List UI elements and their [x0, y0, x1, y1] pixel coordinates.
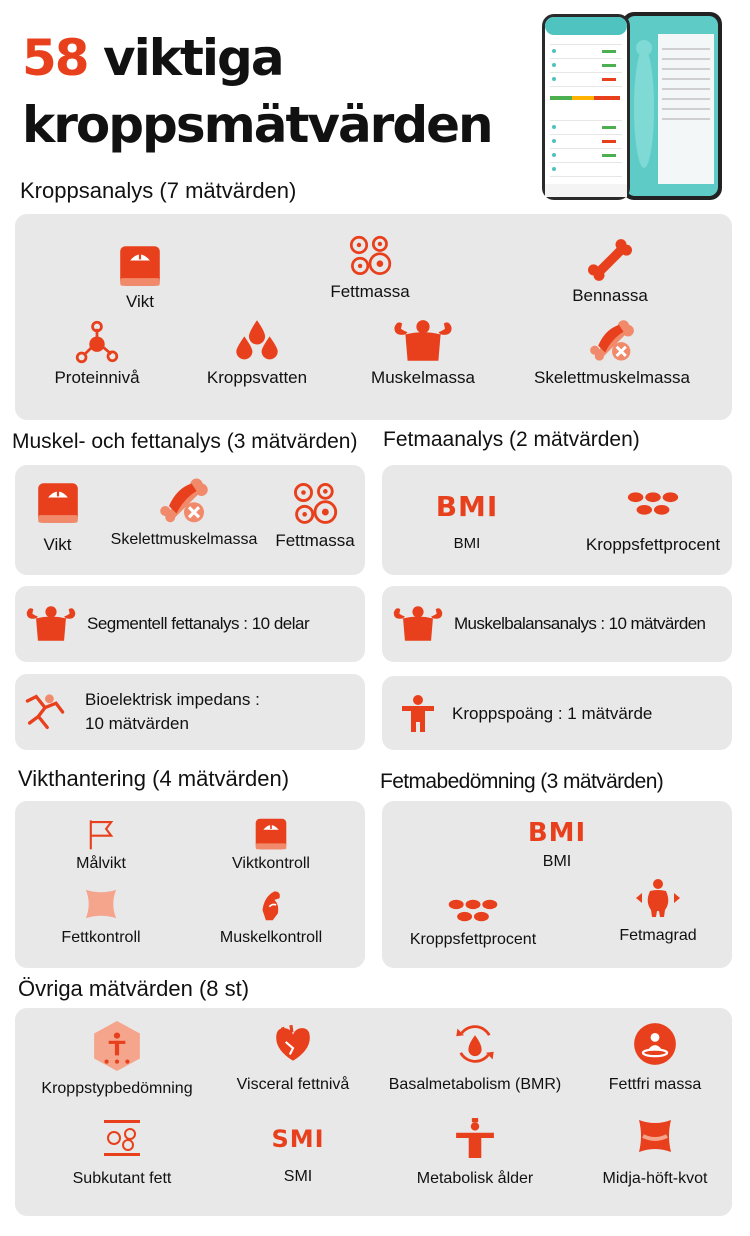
scale-icon — [36, 481, 80, 525]
metric-label: BMI — [542, 853, 572, 870]
section-heading-muscle-fat: Muskel- och fettanalys (3 mätvärden) — [12, 430, 358, 453]
metric-fat-free-mass — [595, 1022, 715, 1094]
person-icon — [398, 692, 438, 736]
phone-mockup — [540, 8, 730, 204]
metric-label: Muskelkontroll — [219, 929, 323, 946]
metric-weight — [25, 481, 90, 555]
panel-segmental-fat — [15, 586, 365, 662]
section-heading-obesity-assessment: Fetmabedömning (3 mätvärden) — [380, 770, 664, 793]
metric-metabolic-age — [395, 1116, 555, 1188]
metabolic-age-icon — [454, 1116, 496, 1160]
metric-subcutaneous-fat — [57, 1118, 187, 1188]
section-heading-weight-management: Vikthantering (4 mätvärden) — [18, 766, 290, 791]
biceps-icon — [254, 887, 288, 923]
metric-label: Viktkontroll — [232, 855, 310, 872]
metric-waist-hip-ratio — [587, 1116, 723, 1188]
metric-bone-mass — [550, 238, 670, 306]
title-number: 58 — [22, 29, 88, 87]
subcutaneous-fat-icon — [100, 1118, 144, 1158]
skeletal-muscle-icon — [588, 318, 636, 364]
body-score-row — [398, 690, 652, 738]
metric-fat-mass — [310, 234, 430, 302]
metric-body-water — [187, 318, 327, 388]
metric-label: Vikt — [125, 292, 155, 311]
bmi-icon: BMI — [435, 490, 499, 523]
skeletal-muscle-icon — [159, 475, 209, 527]
bone-icon — [588, 238, 632, 282]
metric-bmi — [422, 489, 512, 552]
metric-label: Målvikt — [76, 855, 126, 872]
bioimpedance-text-1: Bioelektrisk impedans : — [85, 690, 260, 709]
waist-icon — [82, 887, 120, 921]
section-heading-body-analysis: Kroppsanalys (7 mätvärden) — [20, 178, 297, 203]
bioimpedance-text-2: 10 mätvärden — [85, 714, 189, 733]
impedance-icon — [23, 690, 67, 734]
metric-label: Kroppsfettprocent — [409, 931, 537, 948]
metabolism-icon — [453, 1022, 497, 1066]
metric-body-type — [27, 1020, 207, 1098]
muscle-torso-icon — [390, 318, 456, 364]
metric-label: Kroppsvatten — [206, 368, 308, 387]
panel-body-score — [382, 676, 732, 750]
metric-label: Skelettmuskelmassa — [110, 531, 258, 548]
bioimpedance-row — [23, 688, 260, 736]
metric-skeletal-muscle — [99, 475, 269, 549]
metric-label: Fettkontroll — [61, 929, 141, 946]
metric-protein — [37, 320, 157, 388]
panel-other — [15, 1008, 732, 1216]
metric-label: Basalmetabolism (BMR) — [388, 1076, 562, 1093]
panel-muscle-balance — [382, 586, 732, 662]
metric-label: Fettfri massa — [608, 1076, 702, 1093]
metric-obesity-degree — [608, 877, 708, 945]
obesity-person-icon — [633, 877, 683, 919]
metric-bmr — [377, 1022, 573, 1094]
panel-obesity-analysis — [382, 465, 732, 575]
metric-bmi — [512, 817, 602, 871]
metric-muscle-control — [211, 887, 331, 947]
panel-bioimpedance — [15, 674, 365, 750]
waist-hip-icon — [633, 1116, 677, 1156]
metric-label: Kroppsfettprocent — [585, 535, 721, 554]
metric-label: Metabolisk ålder — [416, 1170, 534, 1187]
metric-smi — [253, 1124, 343, 1186]
metric-weight — [100, 244, 180, 312]
fat-cells-icon — [292, 481, 338, 527]
metric-fat-mass — [267, 481, 363, 551]
smi-icon: SMI — [271, 1125, 325, 1153]
molecule-icon — [75, 320, 119, 364]
flag-icon — [84, 817, 118, 851]
scale-icon — [118, 244, 162, 288]
metric-label: Vikt — [43, 535, 72, 554]
fat-free-mass-icon — [633, 1022, 677, 1066]
muscle-balance-row — [390, 600, 705, 648]
scale-icon — [254, 817, 288, 851]
page-title-line2: kroppsmätvärden — [22, 96, 492, 154]
metric-label: Fettmassa — [275, 531, 355, 550]
muscle-balance-text: Muskelbalansanalys : 10 mätvärden — [454, 614, 706, 633]
metric-fat-control — [45, 887, 157, 947]
panel-weight-management — [15, 801, 365, 968]
metric-target-weight — [51, 817, 151, 873]
metric-label: BMI — [453, 535, 481, 552]
metric-label: Bennassa — [572, 286, 648, 305]
page-title-line1 — [22, 28, 283, 88]
metric-label: Muskelmassa — [371, 368, 475, 387]
panel-body-analysis — [15, 214, 732, 420]
bmi-icon: BMI — [527, 818, 587, 848]
metric-label: Fettmassa — [330, 282, 410, 301]
metric-weight-control — [211, 817, 331, 873]
metric-label: Skelettmuskelmassa — [534, 368, 690, 387]
metric-muscle-mass — [353, 318, 493, 388]
metric-label: Fetmagrad — [619, 927, 697, 944]
metric-label: SMI — [283, 1168, 313, 1185]
section-heading-obesity-analysis: Fetmaanalys (2 mätvärden) — [383, 428, 640, 451]
fat-percent-icon — [624, 489, 682, 519]
body-score-text: Kroppspoäng : 1 mätvärde — [452, 704, 653, 723]
metric-skeletal-muscle — [517, 318, 707, 388]
metric-fat-percent — [398, 897, 548, 949]
water-drops-icon — [233, 318, 281, 364]
title-line1-text: viktiga — [87, 29, 283, 87]
metric-label: Visceral fettnivå — [236, 1076, 350, 1093]
metric-visceral-fat — [223, 1022, 363, 1094]
visceral-fat-icon — [272, 1022, 314, 1066]
muscle-torso-icon — [23, 602, 79, 646]
metric-label: Proteinnivå — [54, 368, 140, 387]
panel-muscle-fat — [15, 465, 365, 575]
metric-label: Kroppstypbedömning — [41, 1080, 193, 1097]
fat-cells-icon — [348, 234, 392, 278]
panel-obesity-assessment — [382, 801, 732, 968]
section-heading-other: Övriga mätvärden (8 st) — [18, 976, 250, 1001]
fat-percent-icon — [445, 897, 501, 925]
muscle-torso-icon — [390, 602, 446, 646]
metric-fat-percent — [578, 489, 728, 555]
metric-label: Subkutant fett — [72, 1170, 172, 1187]
metric-label: Midja-höft-kvot — [602, 1170, 708, 1187]
body-type-icon — [91, 1020, 143, 1072]
segmental-text: Segmentell fettanalys : 10 delar — [87, 614, 310, 633]
segmental-row — [23, 600, 309, 648]
